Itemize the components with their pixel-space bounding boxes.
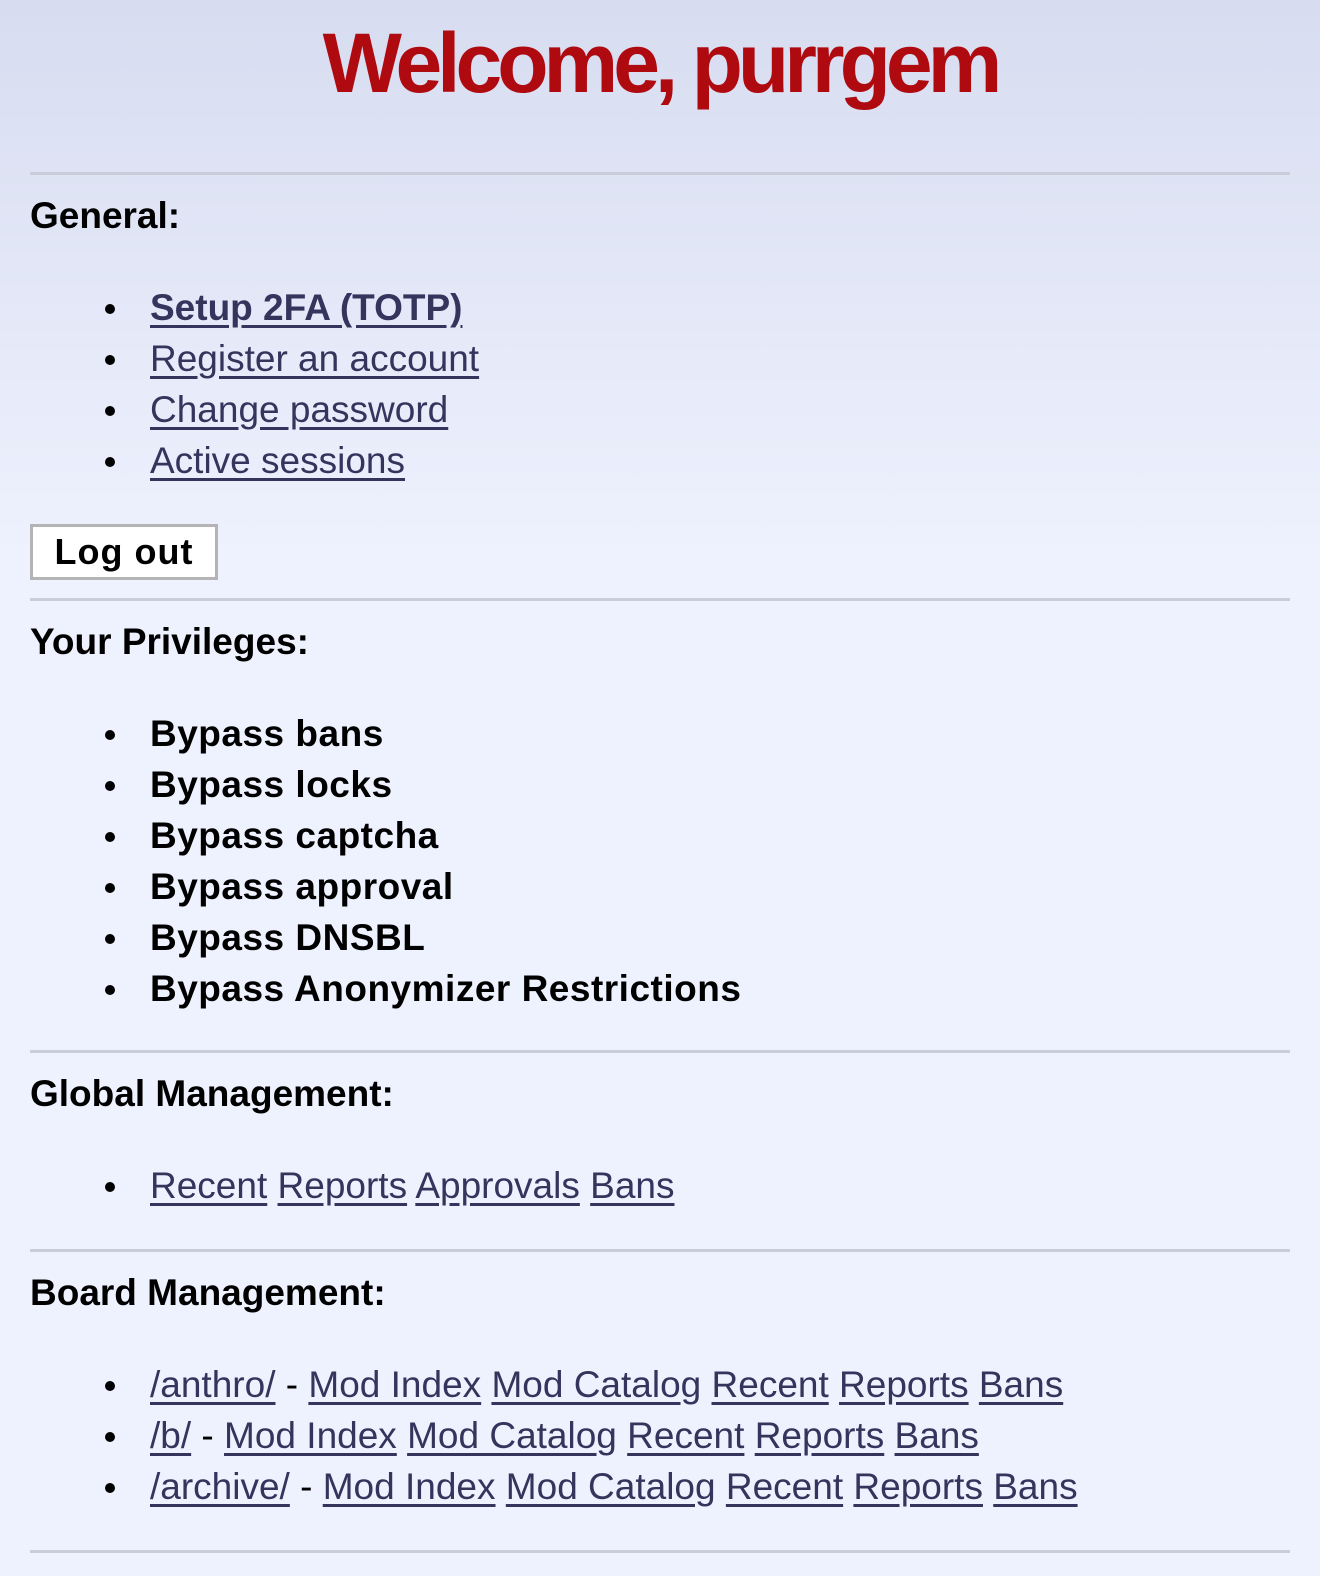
general-links	[30, 282, 479, 486]
divider	[30, 1249, 1290, 1252]
recent-link[interactable]: Recent	[627, 1415, 745, 1456]
register-account-link[interactable]: Register an account	[150, 338, 480, 379]
active-sessions-link[interactable]: Active sessions	[150, 440, 405, 481]
board-management-list	[30, 1359, 1078, 1512]
recent-link[interactable]: Recent	[711, 1364, 829, 1405]
privilege-item: Bypass bans	[30, 708, 741, 759]
bans-link[interactable]: Bans	[894, 1415, 979, 1456]
separator: -	[201, 1415, 214, 1456]
list-item	[30, 333, 479, 384]
divider	[30, 172, 1290, 175]
global-management-heading: Global Management:	[30, 1073, 394, 1114]
reports-link[interactable]: Reports	[754, 1415, 885, 1456]
mod-index-link[interactable]: Mod Index	[322, 1466, 496, 1507]
list-item	[30, 435, 479, 486]
separator: -	[300, 1466, 313, 1507]
separator: -	[285, 1364, 299, 1405]
reports-link[interactable]: Reports	[853, 1466, 983, 1507]
global-bans-link[interactable]: Bans	[590, 1165, 675, 1206]
mod-index-link[interactable]: Mod Index	[308, 1364, 482, 1405]
privileges-list	[30, 708, 741, 1014]
board-link-anthro[interactable]: /anthro/	[150, 1364, 276, 1405]
global-management-list	[30, 1160, 674, 1211]
divider	[30, 1550, 1290, 1553]
privileges-heading: Your Privileges:	[30, 621, 309, 662]
board-management-heading: Board Management:	[30, 1272, 386, 1313]
privilege-item: Bypass approval	[30, 861, 741, 912]
mod-catalog-link[interactable]: Mod Catalog	[505, 1466, 716, 1507]
mod-catalog-link[interactable]: Mod Catalog	[407, 1415, 617, 1456]
privilege-item: Bypass captcha	[30, 810, 741, 861]
global-reports-link[interactable]: Reports	[277, 1165, 408, 1206]
board-link-archive[interactable]: /archive/	[150, 1466, 290, 1507]
recent-link[interactable]: Recent	[725, 1466, 844, 1507]
board-link-b[interactable]: /b/	[150, 1415, 192, 1456]
global-recent-link[interactable]: Recent	[150, 1165, 268, 1206]
global-approvals-link[interactable]: Approvals	[415, 1165, 580, 1206]
privilege-item: Bypass DNSBL	[30, 912, 741, 963]
privilege-item: Bypass locks	[30, 759, 741, 810]
board-item	[30, 1359, 1078, 1410]
general-heading: General:	[30, 195, 181, 236]
bans-link[interactable]: Bans	[978, 1364, 1064, 1405]
mod-index-link[interactable]: Mod Index	[224, 1415, 397, 1456]
page-title: Welcome, purrgem	[322, 16, 998, 110]
bans-link[interactable]: Bans	[993, 1466, 1078, 1507]
change-password-link[interactable]: Change password	[150, 389, 449, 430]
divider	[30, 598, 1290, 601]
board-item	[30, 1410, 1078, 1461]
list-item	[30, 1160, 674, 1211]
reports-link[interactable]: Reports	[839, 1364, 969, 1405]
logout-button[interactable]: Log out	[30, 524, 218, 580]
mod-catalog-link[interactable]: Mod Catalog	[491, 1364, 702, 1405]
privilege-item: Bypass Anonymizer Restrictions	[30, 963, 741, 1014]
board-item	[30, 1461, 1078, 1512]
list-item	[30, 384, 479, 435]
list-item	[30, 282, 479, 333]
divider	[30, 1050, 1290, 1053]
setup-2fa-link[interactable]: Setup 2FA (TOTP)	[150, 287, 463, 328]
